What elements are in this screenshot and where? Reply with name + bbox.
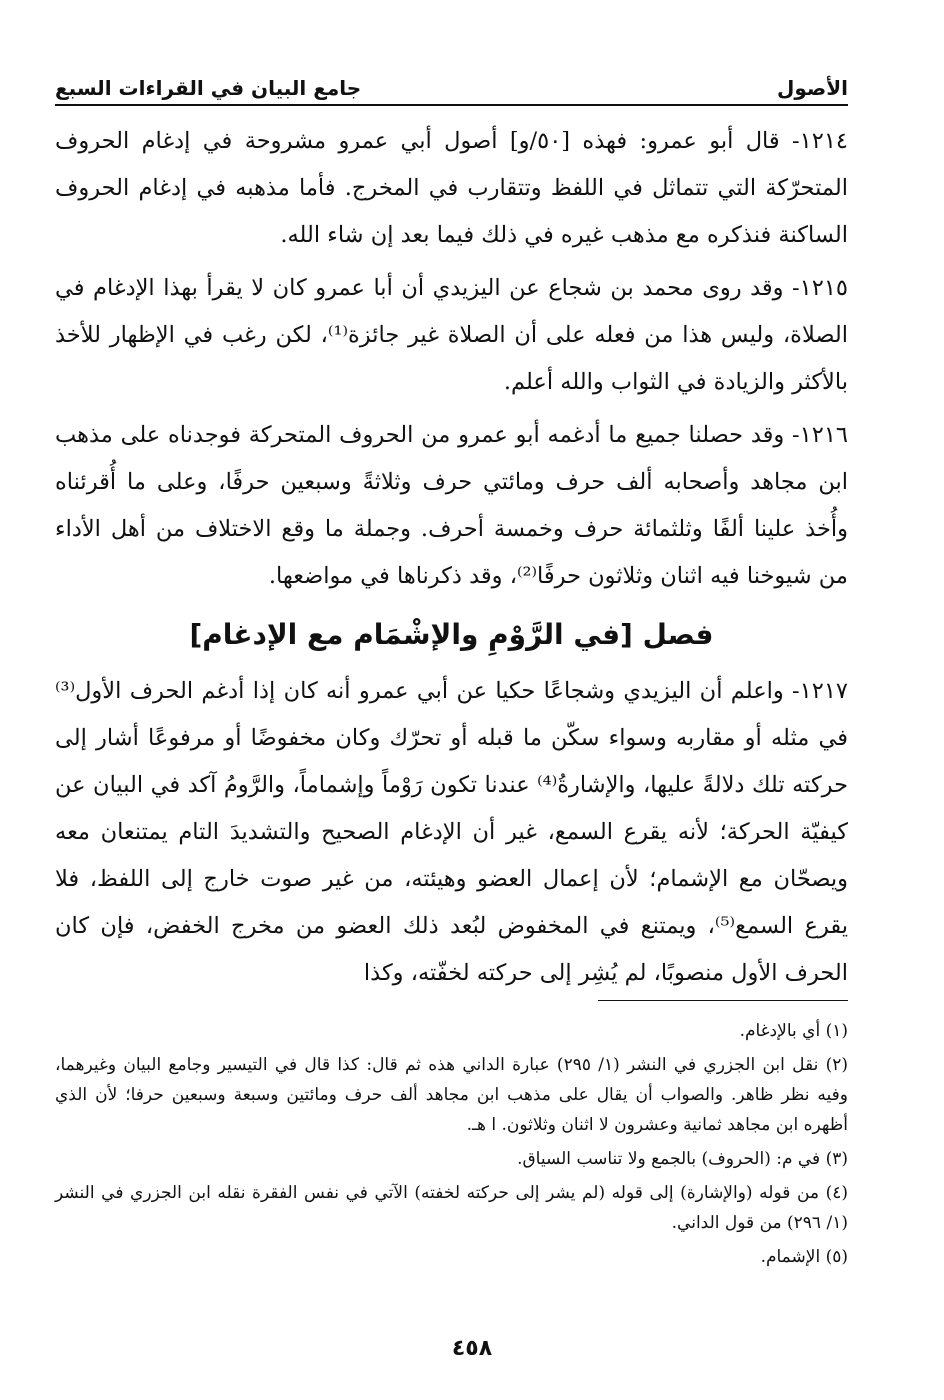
footnote-2: (٢) نقل ابن الجزري في النشر (١/ ٢٩٥) عبارة الداني هذه ثم قال: كذا قال في التيسير وجامع البيان وغيرهما، وفيه نظر ظاهر. والصواب أن يقال على مذهب ابن مجاهد ألف حرف ومائتين وسبعة وسبعين حرفا؛ لأن الذي أظهره ابن مجاهد ثمانية وعشرون لا اثنان وثلاثون. ا هـ. xyxy=(55,1055,849,1135)
footnote-1: (١) أي بالإدغام. xyxy=(739,1021,848,1041)
paragraph-1216: ١٢١٦- وقد حصلنا جميع ما أدغمه أبو عمرو من الحروف المتحركة فوجدناه على مذهب ابن مجاهد وأصحابه ألف حرف ومائتي حرف وثلاثةً وسبعين حرفًا، وعلى ما أُقرئناه وأُخذ علينا ألفًا وثلثمائة حرف وخمسة أحرف. وجملة ما وقع الاختلاف من أهل الأداء من شيوخنا فيه اثنان وثلاثون حرفًا⁽²⁾، وقد ذكرناها في مواضعها. xyxy=(55,422,848,589)
footnote-5: (٥) الإشمام. xyxy=(760,1247,848,1267)
paragraph-1214: ١٢١٤- قال أبو عمرو: فهذه [٥٠/و] أصول أبي عمرو مشروحة في إدغام الحروف المتحرّكة التي تتماثل في اللفظ وتتقارب في المخرج. فأما مذهبه في إدغام الحروف الساكنة فنذكره مع مذهب غيره في ذلك فيما بعد إن شاء الله. xyxy=(55,128,848,248)
paragraph-1217: ١٢١٧- واعلم أن اليزيدي وشجاعًا حكيا عن أبي عمرو أنه كان إذا أدغم الحرف الأول⁽³⁾ في مثله أو مقاربه وسواء سكّن ما قبله أو تحرّك وكان مخفوضًا أو مرفوعًا أشار إلى حركته تلك دلالةً عليها، والإشارةُ⁽⁴⁾ عندنا تكون رَوْماً وإشماماً، والرَّومُ آكد في البيان عن كيفيّة الحركة؛ لأنه يقرع السمع، غير أن الإدغام الصحيح والتشديدَ التام يمتنعان معه ويصحّان مع الإشمام؛ لأن إعمال العضو وهيئته، من غير صوت خارج إلى اللفظ، فلا يقرع السمع⁽⁵⁾، ويمتنع في المخفوض لبُعد ذلك العضو من مخرج الخفض، فإن كان الحرف الأول منصوبًا، لم يُشِر إلى حركته لخفّته، وكذا xyxy=(55,678,849,986)
footnote-divider xyxy=(598,1000,848,1001)
header-book-title: جامع البيان في القراءات السبع xyxy=(55,76,362,100)
footnote-4: (٤) من قوله (والإشارة) إلى قوله (لم يشر إلى حركته لخفته) الآتي في نفس الفقرة نقله ابن الجزري في النشر (١/ ٢٩٦) من قول الداني. xyxy=(55,1183,848,1233)
header-divider xyxy=(55,104,848,106)
running-header xyxy=(55,68,848,100)
header-chapter-title: الأصول xyxy=(777,76,848,100)
footnote-3: (٣) في م: (الحروف) بالجمع ولا تناسب السياق. xyxy=(517,1149,848,1169)
page-number: ٤٥٨ xyxy=(451,1336,493,1361)
paragraph-1215: ١٢١٥- وقد روى محمد بن شجاع عن اليزيدي أن أبا عمرو كان لا يقرأ بهذا الإدغام في الصلاة، وليس هذا من فعله على أن الصلاة غير جائزة⁽¹⁾، لكن رغب في الإظهار للأخذ بالأكثر والزيادة في الثواب والله أعلم. xyxy=(55,275,848,395)
main-text xyxy=(55,118,848,1003)
section-heading: فصل [في الرَّوْمِ والإشْمَام مع الإدغام] xyxy=(189,618,714,651)
footnotes xyxy=(55,1016,848,1276)
